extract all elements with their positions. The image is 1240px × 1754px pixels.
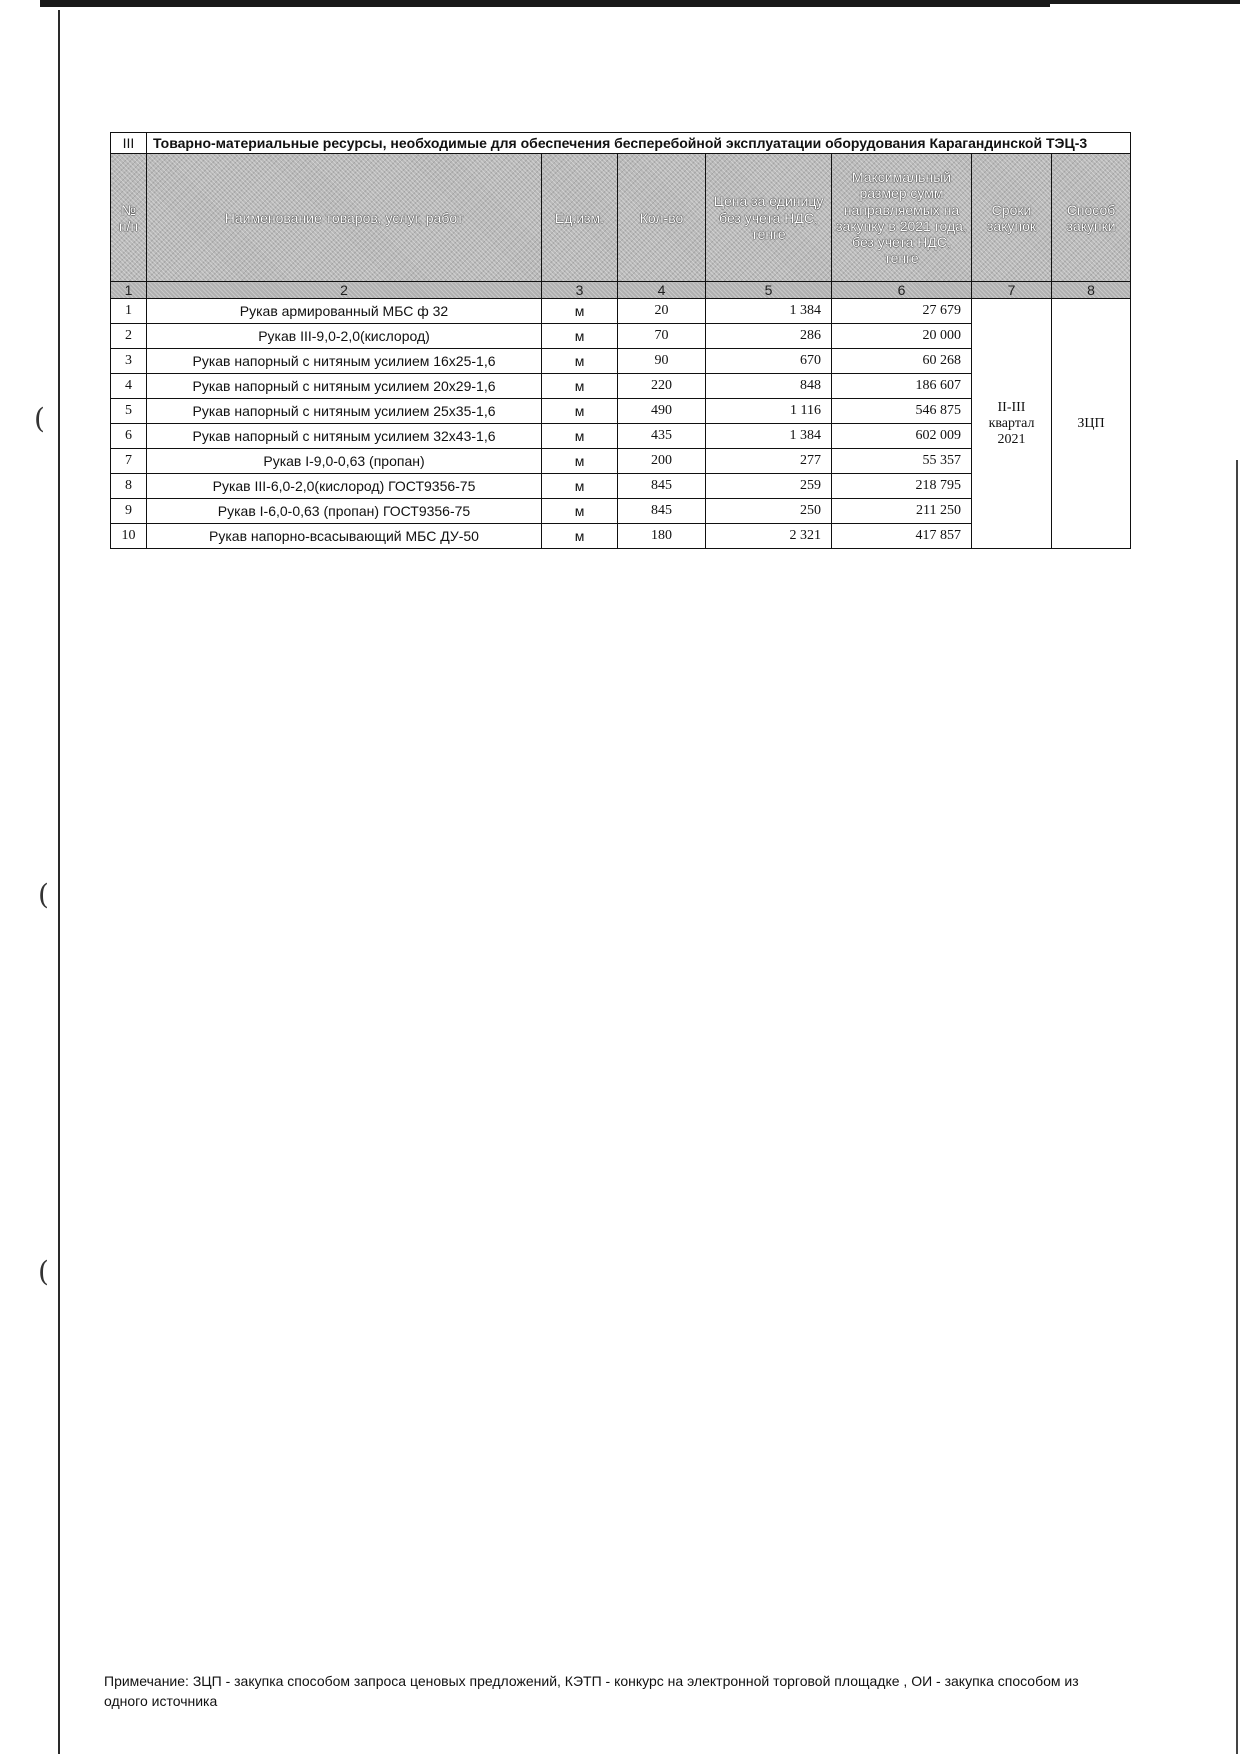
binder-hole-mark: (: [38, 878, 49, 911]
item-unit: м: [542, 524, 618, 549]
item-total: 218 795: [832, 474, 972, 499]
procurement-method: ЗЦП: [1052, 299, 1131, 549]
table-row: [111, 299, 1131, 324]
item-qty: 490: [618, 399, 706, 424]
column-header-row: [111, 154, 1131, 282]
item-total: 60 268: [832, 349, 972, 374]
header-num: № п/п: [111, 154, 147, 282]
item-total: 546 875: [832, 399, 972, 424]
item-total: 27 679: [832, 299, 972, 324]
item-qty: 200: [618, 449, 706, 474]
col-number: 3: [542, 282, 618, 299]
item-name: Рукав III-6,0-2,0(кислород) ГОСТ9356-75: [147, 474, 542, 499]
item-name: Рукав I-9,0-0,63 (пропан): [147, 449, 542, 474]
item-qty: 220: [618, 374, 706, 399]
header-terms: Сроки закупок: [972, 154, 1052, 282]
item-qty: 435: [618, 424, 706, 449]
item-total: 417 857: [832, 524, 972, 549]
col-number: 4: [618, 282, 706, 299]
item-name: Рукав III-9,0-2,0(кислород): [147, 324, 542, 349]
item-unit: м: [542, 299, 618, 324]
item-price: 1 384: [706, 424, 832, 449]
binder-hole-mark: (: [38, 1255, 49, 1288]
item-qty: 20: [618, 299, 706, 324]
terms-line: II-III: [997, 399, 1026, 415]
item-name: Рукав армированный МБС ф 32: [147, 299, 542, 324]
terms-line: 2021: [997, 431, 1026, 447]
header-name: Наименование товаров, услуг, работ: [147, 154, 542, 282]
col-number: 6: [832, 282, 972, 299]
row-number: 5: [111, 399, 147, 424]
item-price: 848: [706, 374, 832, 399]
item-name: Рукав напорный с нитяным усилием 32х43-1,6: [147, 424, 542, 449]
item-name: Рукав напорно-всасывающий МБС ДУ-50: [147, 524, 542, 549]
scan-edge-top: [40, 0, 1050, 7]
procurement-terms: [972, 299, 1052, 549]
item-unit: м: [542, 449, 618, 474]
item-qty: 180: [618, 524, 706, 549]
row-number: 3: [111, 349, 147, 374]
item-unit: м: [542, 349, 618, 374]
row-number: 9: [111, 499, 147, 524]
item-total: 186 607: [832, 374, 972, 399]
col-number: 5: [706, 282, 832, 299]
col-number: 1: [111, 282, 147, 299]
item-unit: м: [542, 374, 618, 399]
item-qty: 845: [618, 499, 706, 524]
item-unit: м: [542, 474, 618, 499]
item-total: 20 000: [832, 324, 972, 349]
header-qty: Кол-во: [618, 154, 706, 282]
item-unit: м: [542, 399, 618, 424]
row-number: 8: [111, 474, 147, 499]
item-name: Рукав напорный с нитяным усилием 20х29-1,6: [147, 374, 542, 399]
item-price: 1 116: [706, 399, 832, 424]
procurement-table: [110, 132, 1131, 549]
item-price: 286: [706, 324, 832, 349]
scan-edge-top-right: [1050, 0, 1240, 4]
item-price: 1 384: [706, 299, 832, 324]
item-name: Рукав напорный с нитяным усилием 25х35-1,6: [147, 399, 542, 424]
item-name: Рукав напорный с нитяным усилием 16х25-1,6: [147, 349, 542, 374]
header-price: Цена за единицу без учета НДС, тенге: [706, 154, 832, 282]
section-header-row: [111, 133, 1131, 154]
scan-edge-left: [58, 10, 60, 1754]
item-total: 55 357: [832, 449, 972, 474]
row-number: 4: [111, 374, 147, 399]
terms-line: квартал: [988, 415, 1035, 431]
header-method: Способ закупки: [1052, 154, 1131, 282]
row-number: 2: [111, 324, 147, 349]
item-price: 670: [706, 349, 832, 374]
item-price: 2 321: [706, 524, 832, 549]
item-qty: 70: [618, 324, 706, 349]
header-total: Максимальный размер сумм направляемых на закупку в 2021 года, без учета НДС, тенге: [832, 154, 972, 282]
item-total: 602 009: [832, 424, 972, 449]
row-number: 6: [111, 424, 147, 449]
item-name: Рукав I-6,0-0,63 (пропан) ГОСТ9356-75: [147, 499, 542, 524]
row-number: 10: [111, 524, 147, 549]
binder-hole-mark: (: [34, 402, 45, 435]
item-price: 250: [706, 499, 832, 524]
section-title: Товарно-материальные ресурсы, необходимые для обеспечения бесперебойной эксплуатации оборудования Карагандинской ТЭЦ-3: [147, 133, 1131, 154]
item-qty: 845: [618, 474, 706, 499]
scan-edge-right: [1236, 460, 1238, 1754]
item-unit: м: [542, 424, 618, 449]
col-number: 8: [1052, 282, 1131, 299]
item-total: 211 250: [832, 499, 972, 524]
item-price: 259: [706, 474, 832, 499]
item-unit: м: [542, 499, 618, 524]
row-number: 1: [111, 299, 147, 324]
row-number: 7: [111, 449, 147, 474]
item-price: 277: [706, 449, 832, 474]
footnote: Примечание: ЗЦП - закупка способом запроса ценовых предложений, КЭТП - конкурс на электронной торговой площадке , ОИ - закупка способом из одного источника: [104, 1673, 1079, 1710]
col-number: 2: [147, 282, 542, 299]
item-unit: м: [542, 324, 618, 349]
section-number: III: [111, 133, 147, 154]
item-qty: 90: [618, 349, 706, 374]
col-number: 7: [972, 282, 1052, 299]
column-number-row: [111, 282, 1131, 299]
header-unit: Ед.изм.: [542, 154, 618, 282]
